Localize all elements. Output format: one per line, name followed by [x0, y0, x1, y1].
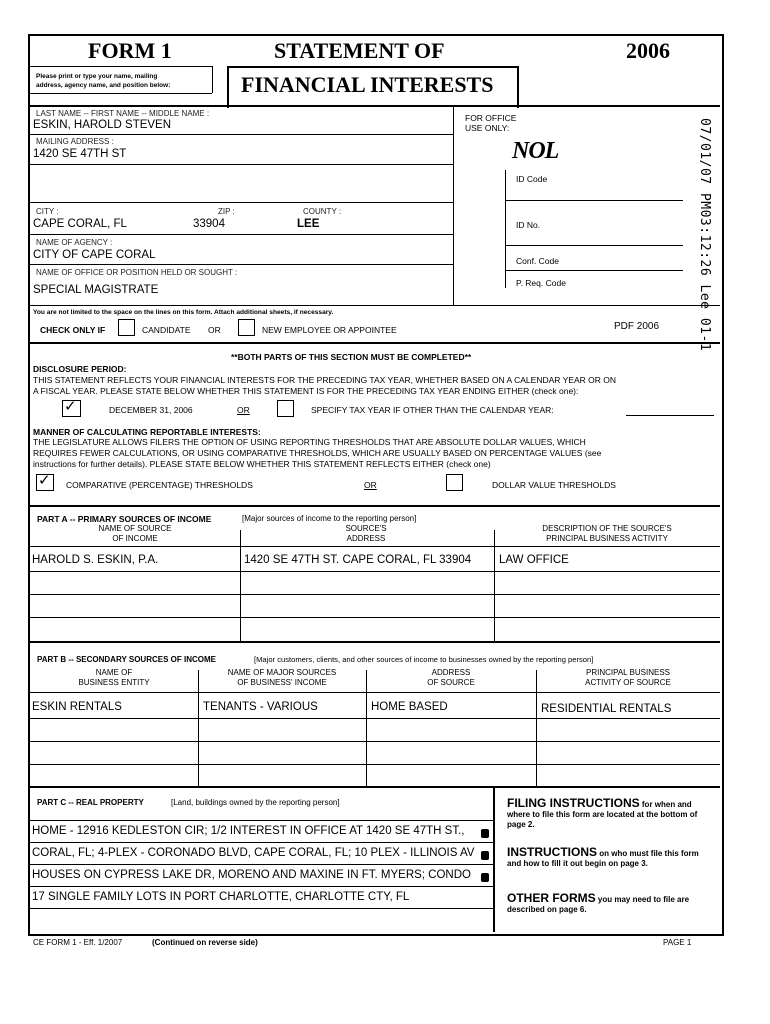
part-b-col1-header: NAME OF BUSINESS ENTITY — [78, 668, 150, 687]
disclosure-heading: **BOTH PARTS OF THIS SECTION MUST BE COMPLETED** — [231, 352, 472, 362]
county-value[interactable]: LEE — [297, 218, 320, 230]
candidate-label: CANDIDATE — [142, 325, 191, 335]
other-year-checkbox[interactable] — [277, 400, 294, 417]
manner-title: MANNER OF CALCULATING REPORTABLE INTERESTS: — [33, 427, 261, 437]
manner-line1: THE LEGISLATURE ALLOWS FILERS THE OPTION OF USING REPORTING THRESHOLDS THAT ARE ABSOLUTE DOLLAR VALUES, WHICH — [33, 437, 586, 447]
footer-form-id: CE FORM 1 - Eff. 1/2007 — [33, 938, 123, 947]
manner-or: OR — [364, 480, 377, 490]
form-label: FORM 1 — [88, 38, 172, 63]
print-instruction-2: address, agency name, and position below: — [36, 82, 171, 89]
period-or: OR — [237, 405, 250, 415]
comparative-check: ✓ — [38, 472, 51, 489]
name-value[interactable]: ESKIN, HAROLD STEVEN — [33, 119, 172, 131]
part-c-line3[interactable]: HOUSES ON CYPRESS LAKE DR, MORENO AND MAXINE IN FT. MYERS; CONDO — [32, 869, 471, 881]
form-year: 2006 — [626, 38, 670, 63]
period-line2: A FISCAL YEAR. PLEASE STATE BELOW WHETHER THIS STATEMENT IS FOR THE PRECEDING TAX YEAR ENDING EITHER (check one): — [33, 386, 579, 396]
p-req-code-label: P. Req. Code — [516, 278, 566, 288]
footer-continued: (Continued on reverse side) — [152, 938, 258, 947]
part-b-row1-entity[interactable]: ESKIN RENTALS — [32, 701, 122, 713]
manner-line2: REQUIRES FEWER CALCULATIONS, OR USING COMPARATIVE THRESHOLDS, WHICH ARE USUALLY BASED ON PERCENTAGE VALUES (see — [33, 448, 602, 458]
id-no-label: ID No. — [516, 220, 541, 230]
agency-label: NAME OF AGENCY : — [36, 238, 113, 247]
name-label: LAST NAME -- FIRST NAME -- MIDDLE NAME : — [36, 109, 210, 118]
agency-value[interactable]: CITY OF CAPE CORAL — [33, 249, 156, 261]
part-c-line2[interactable]: CORAL, FL; 4-PLEX - CORONADO BLVD, CAPE CORAL, FL; 10 PLEX - ILLINOIS AV — [32, 847, 475, 859]
part-a-col3-header: DESCRIPTION OF THE SOURCE'S PRINCIPAL BUSINESS ACTIVITY — [542, 524, 672, 543]
zip-value[interactable]: 33904 — [193, 218, 225, 230]
part-a-row1-address[interactable]: 1420 SE 47TH ST. CAPE CORAL, FL 33904 — [244, 554, 472, 566]
mailing-label: MAILING ADDRESS : — [36, 137, 114, 146]
zip-label: ZIP : — [218, 207, 235, 216]
part-c-line1[interactable]: HOME - 12916 KEDLESTON CIR; 1/2 INTEREST IN OFFICE AT 1420 SE 47TH ST., — [32, 825, 465, 837]
dollar-checkbox[interactable] — [446, 474, 463, 491]
scroll-lock-icon[interactable] — [481, 829, 489, 838]
manner-line3: instructions for further details). PLEASE STATE BELOW WHETHER THIS STATEMENT REFLECTS EITHER (check one) — [33, 459, 491, 469]
scroll-lock-icon[interactable] — [481, 851, 489, 860]
office-use-label-2: USE ONLY: — [465, 123, 510, 133]
part-a-row1-activity[interactable]: LAW OFFICE — [499, 554, 569, 566]
or-label: OR — [208, 325, 221, 335]
part-a-col1-header: NAME OF SOURCE OF INCOME — [98, 524, 172, 543]
part-b-col3-header: ADDRESS OF SOURCE — [427, 668, 475, 687]
part-b-title: PART B -- SECONDARY SOURCES OF INCOME — [37, 655, 216, 664]
period-line1: THIS STATEMENT REFLECTS YOUR FINANCIAL INTERESTS FOR THE PRECEDING TAX YEAR, WHETHER BASED ON A CALENDAR YEAR OR ON — [33, 375, 616, 385]
dec31-label: DECEMBER 31, 2006 — [109, 405, 193, 415]
county-label: COUNTY : — [303, 207, 342, 216]
part-c-subtitle: [Land, buildings owned by the reporting person] — [171, 798, 340, 807]
part-a-title: PART A -- PRIMARY SOURCES OF INCOME — [37, 514, 212, 524]
part-b-col4-header: PRINCIPAL BUSINESS ACTIVITY OF SOURCE — [585, 668, 671, 687]
dollar-label: DOLLAR VALUE THRESHOLDS — [492, 480, 616, 490]
footer-page: PAGE 1 — [663, 938, 692, 947]
title-line1: STATEMENT OF — [274, 38, 445, 63]
part-b-subtitle: [Major customers, clients, and other sources of income to businesses owned by the reporting person] — [254, 655, 594, 664]
comparative-label: COMPARATIVE (PERCENTAGE) THRESHOLDS — [66, 480, 253, 490]
part-c-line4[interactable]: 17 SINGLE FAMILY LOTS IN PORT CHARLOTTE, CHARLOTTE CTY, FL — [32, 891, 410, 903]
print-instruction-1: Please print or type your name, mailing — [36, 73, 158, 80]
received-stamp: 07/01/07 PM03:12:26 Lee 01-1 — [697, 118, 712, 352]
conf-code-label: Conf. Code — [516, 256, 559, 266]
part-b-row1-sources[interactable]: TENANTS - VARIOUS — [203, 701, 318, 713]
office-use-label-1: FOR OFFICE — [465, 113, 517, 123]
who-must-file-instructions: INSTRUCTIONS on who must file this form and how to fill it out begin on page 3. — [507, 845, 699, 868]
not-limited-note: You are not limited to the space on the lines on this form. Attach additional sheets, if necessary. — [33, 309, 334, 316]
filing-instructions: FILING INSTRUCTIONS for when and where to file this form are located at the bottom of page 2. — [507, 796, 698, 829]
part-b-row1-activity[interactable]: RESIDENTIAL RENTALS — [541, 703, 672, 715]
office-handwritten: NOL — [512, 138, 559, 164]
dec31-check: ✓ — [64, 398, 77, 415]
part-a-row1-name[interactable]: HAROLD S. ESKIN, P.A. — [32, 554, 159, 566]
other-forms-instructions: OTHER FORMS you may need to file are described on page 6. — [507, 891, 690, 914]
position-label: NAME OF OFFICE OR POSITION HELD OR SOUGHT : — [36, 268, 238, 277]
new-employee-label: NEW EMPLOYEE OR APPOINTEE — [262, 325, 397, 335]
position-value[interactable]: SPECIAL MAGISTRATE — [33, 284, 159, 296]
city-label: CITY : — [36, 207, 59, 216]
candidate-checkbox[interactable] — [118, 319, 135, 336]
part-c-title: PART C -- REAL PROPERTY — [37, 798, 144, 807]
id-code-label: ID Code — [516, 174, 548, 184]
period-title: DISCLOSURE PERIOD: — [33, 364, 127, 374]
part-a-subtitle: [Major sources of income to the reporting person] — [242, 514, 417, 523]
title-line2: FINANCIAL INTERESTS — [241, 72, 494, 97]
specify-line[interactable] — [626, 415, 714, 416]
mailing-value[interactable]: 1420 SE 47TH ST — [33, 148, 127, 160]
pdf-label: PDF 2006 — [614, 321, 660, 332]
part-b-row1-address[interactable]: HOME BASED — [371, 701, 448, 713]
specify-label: SPECIFY TAX YEAR IF OTHER THAN THE CALENDAR YEAR: — [311, 405, 554, 415]
city-value[interactable]: CAPE CORAL, FL — [33, 218, 127, 230]
scroll-lock-icon[interactable] — [481, 873, 489, 882]
part-a-col2-header: SOURCE'S ADDRESS — [345, 524, 387, 543]
part-b-col2-header: NAME OF MAJOR SOURCES OF BUSINESS' INCOME — [227, 668, 337, 687]
new-employee-checkbox[interactable] — [238, 319, 255, 336]
check-only-if: CHECK ONLY IF — [40, 325, 106, 335]
